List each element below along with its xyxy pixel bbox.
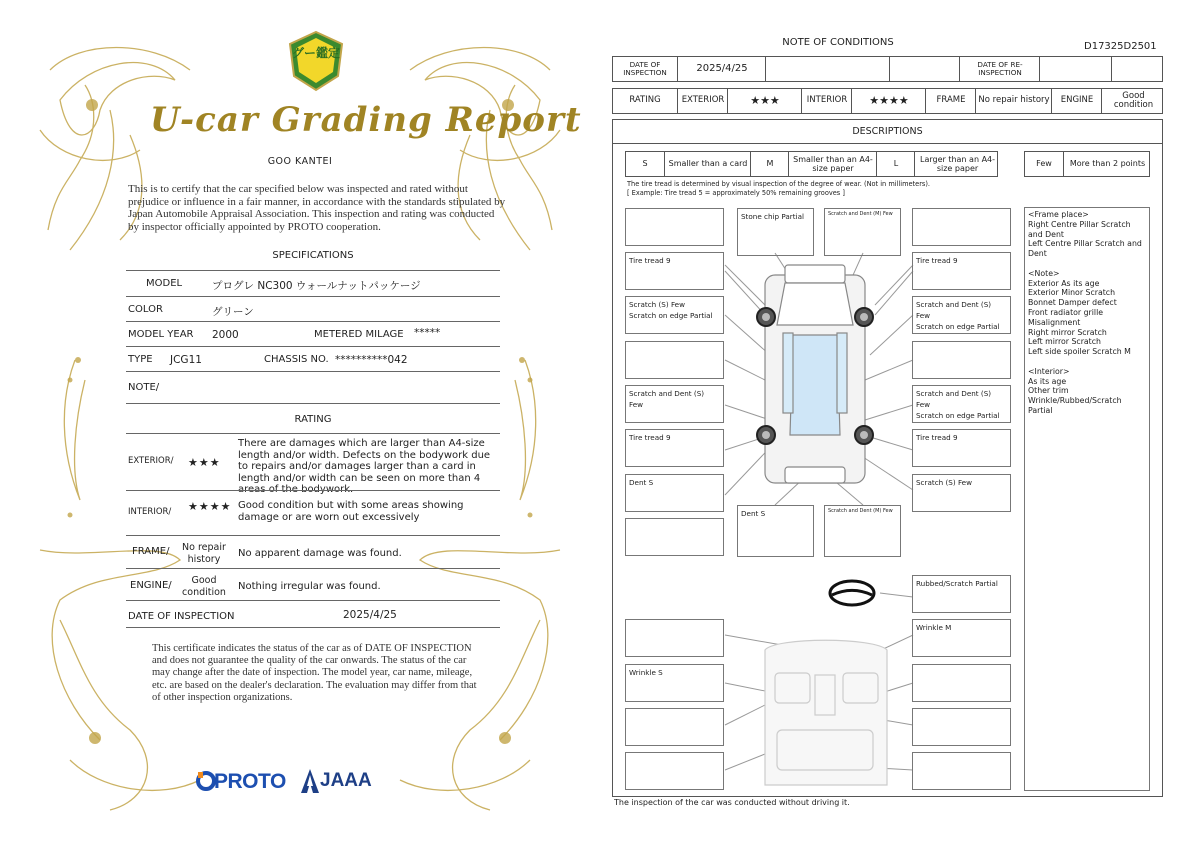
few-legend (1024, 151, 1150, 177)
frame-description: No apparent damage was found. (238, 548, 402, 559)
condition-box-left-2 (625, 296, 724, 334)
engine-value: Good condition (1101, 89, 1165, 113)
date-label: DATE OF INSPECTION (128, 611, 235, 622)
proto-logo-icon (196, 770, 216, 792)
divider (126, 568, 500, 569)
condition-box (912, 708, 1011, 746)
legend-few-text: More than 2 points (1063, 152, 1151, 176)
note-line: Exterior Minor Scratch (1028, 288, 1116, 298)
note-line (1028, 357, 1146, 367)
condition-box-rear-scratch: Scratch and Dent (M) Few (824, 505, 901, 557)
date-row (612, 56, 1163, 82)
condition-box (625, 619, 724, 657)
condition-box (912, 664, 1011, 702)
divider (126, 371, 500, 372)
interior-stars: ★★★★ (188, 500, 232, 513)
condition-box-tire-rear-left: Tire tread 9 (625, 429, 724, 467)
condition-box-right-4 (912, 385, 1011, 423)
divider (126, 346, 500, 347)
exterior-label: EXTERIOR (677, 89, 728, 113)
condition-box-interior-left-2: Wrinkle S (625, 664, 724, 702)
report-title: U-car Grading Report (150, 100, 582, 140)
condition-text: Scratch on edge Partial (916, 322, 1000, 331)
specifications-title: SPECIFICATIONS (272, 250, 354, 261)
condition-text: Scratch and Dent (S) Few (916, 300, 992, 320)
note-line: Left mirror Scratch (1028, 337, 1101, 347)
tire-note-1: The tire tread is determined by visual inspection of the degree of wear. (Not in millimeters). (627, 180, 931, 188)
size-legend (625, 151, 998, 177)
color-label: COLOR (128, 304, 163, 315)
type-value: JCG11 (170, 354, 202, 366)
legend-l-text: Larger than an A4-size paper (914, 152, 1000, 176)
metered-milage-value: ***** (414, 327, 441, 339)
divider (126, 535, 500, 536)
divider (126, 296, 500, 297)
date-of-reinspection-label: DATE OF RE-INSPECTION (959, 57, 1040, 81)
frame-value: No repair history (975, 89, 1052, 113)
condition-box-interior-right-1: Wrinkle M (912, 619, 1011, 657)
frame-label: FRAME/ (132, 546, 170, 557)
blank-cell (1111, 57, 1165, 81)
divider (126, 490, 500, 491)
note-line: Right mirror Scratch (1028, 327, 1107, 337)
condition-text: Scratch on edge Partial (916, 411, 1000, 420)
legend-m-text: Smaller than an A4-size paper (788, 152, 877, 176)
condition-box-steering: Rubbed/Scratch Partial (912, 575, 1011, 613)
interior-stars: ★★★★ (851, 89, 926, 113)
engine-label: ENGINE/ (130, 580, 172, 591)
note-line (1028, 259, 1146, 269)
condition-box (625, 341, 724, 379)
goo-kantei-badge-icon (288, 30, 344, 92)
exterior-stars: ★★★ (727, 89, 802, 113)
condition-box-tire-rear-right: Tire tread 9 (912, 429, 1011, 467)
legend-l: L (876, 152, 915, 176)
chassis-label: CHASSIS NO. (264, 354, 329, 365)
condition-box (912, 752, 1011, 790)
note-line: Bonnet Damper defect (1028, 298, 1117, 308)
condition-box-stone-chip: Stone chip Partial (737, 208, 814, 256)
note-line: Front radiator grille Misalignment (1028, 307, 1104, 327)
rating-title: RATING (294, 414, 332, 425)
tire-note-2: [ Example: Tire tread 5 = approximately 50% remaining grooves ] (627, 189, 845, 197)
color-value: グリーン (212, 306, 254, 318)
steering-wheel-icon (830, 581, 874, 605)
condition-box-rear-dent: Dent S (737, 505, 814, 557)
condition-text: Scratch (S) Few (629, 300, 685, 309)
condition-box-tire-front-right: Tire tread 9 (912, 252, 1011, 290)
proto-logo: PROTO (214, 770, 286, 793)
legend-s: S (642, 159, 648, 169)
divider (126, 433, 500, 434)
note-line: Other trim (1028, 386, 1069, 396)
blank-cell (765, 57, 890, 81)
condition-box-tire-front-left: Tire tread 9 (625, 252, 724, 290)
type-label: TYPE (128, 354, 153, 365)
condition-box (625, 708, 724, 746)
frame-value: No repair history (182, 542, 226, 565)
divider (126, 403, 500, 404)
conditions-footer: The inspection of the car was conducted without driving it. (614, 798, 850, 807)
condition-box (912, 208, 1011, 246)
report-id: D17325D2501 (1084, 41, 1157, 52)
frame-label: FRAME (925, 89, 976, 113)
exterior-stars: ★★★ (188, 456, 221, 469)
date-of-inspection-label: DATE OF INSPECTION (623, 60, 667, 77)
date-value: 2025/4/25 (343, 609, 397, 621)
certificate-footer: This certificate indicates the status of the car as of DATE OF INSPECTION and does not guarantee the quality of the car onwards. The status of the car may change after the date of inspection. The model year, car name, mileage, etc. are based on the dealer's declaration. The evaluation may differ from that of other inspection organizations. (152, 643, 477, 703)
chassis-value: **********042 (335, 354, 408, 366)
note-line: As its age (1028, 376, 1067, 386)
model-year-value: 2000 (212, 329, 239, 341)
divider (126, 600, 500, 601)
condition-box (625, 752, 724, 790)
condition-box (625, 518, 724, 556)
legend-few: Few (1036, 159, 1052, 169)
note-line: Exterior As its age (1028, 278, 1100, 288)
condition-box-scratch-dent: Scratch and Dent (M) Few (824, 208, 901, 256)
condition-text: Scratch and Dent (S) Few (916, 389, 992, 409)
condition-box-right-2 (912, 296, 1011, 334)
exterior-description: There are damages which are larger than A4-size length and/or width. Defects on the bodywork due to repairs and/or damages larger than a card in length and/or width can be seen on more than 4 areas of the bodywork. (238, 438, 491, 495)
condition-box (625, 208, 724, 246)
exterior-label: EXTERIOR/ (128, 456, 174, 466)
legend-m: M (750, 152, 789, 176)
rating-label: RATING (629, 95, 661, 106)
legend-s-text: Smaller than a card (664, 152, 751, 176)
notes-panel (1024, 207, 1150, 791)
jaaa-logo: JAAA (320, 770, 372, 791)
model-year-label: MODEL YEAR (128, 329, 194, 340)
interior-label: INTERIOR (801, 89, 852, 113)
divider (126, 627, 500, 628)
descriptions-title: DESCRIPTIONS (612, 119, 1163, 144)
engine-description: Nothing irregular was found. (238, 581, 381, 592)
model-value: プログレ NC300 ウォールナットパッケージ (212, 280, 421, 292)
engine-label: ENGINE (1051, 89, 1102, 113)
note-line: <Frame place> (1028, 210, 1089, 219)
conditions-title: NOTE OF CONDITIONS (782, 37, 894, 48)
note-line: Left Centre Pillar Scratch and Dent (1028, 239, 1142, 259)
badge-text: グー鑑定 (291, 46, 340, 60)
interior-description: Good condition but with some areas showing damage or are worn out excessively (238, 500, 464, 523)
note-line: Right Centre Pillar Scratch and Dent (1028, 219, 1131, 239)
jaaa-logo-icon (300, 768, 320, 794)
rating-row (612, 88, 1163, 114)
date-of-inspection-value: 2025/4/25 (677, 57, 766, 81)
condition-text: Scratch on edge Partial (629, 311, 713, 320)
report-subtitle: GOO KANTEI (267, 156, 333, 167)
blank-cell (889, 57, 960, 81)
interior-label: INTERIOR/ (128, 507, 172, 517)
note-line: <Note> (1028, 268, 1060, 278)
note-line: Wrinkle/Rubbed/Scratch Partial (1028, 396, 1122, 415)
metered-milage-label: METERED MILAGE (314, 329, 404, 340)
condition-box (912, 341, 1011, 379)
engine-value: Good condition (182, 575, 226, 598)
certification-statement: This is to certify that the car specified below was inspected and rated without prejudice or influence in a fair manner, in accordance with the standards stipulated by Japan Automobile Appraisal Association. This inspection and rating was conducted by inspector officially appointed by PROTO cooperation. (128, 183, 506, 233)
note-line: Left side spoiler Scratch M (1028, 347, 1131, 357)
condition-box-left-4: Scratch and Dent (S) Few (625, 385, 724, 423)
condition-box-right-6: Scratch (S) Few (912, 474, 1011, 512)
divider (126, 270, 500, 271)
note-line: <Interior> (1028, 366, 1070, 376)
blank-cell (1039, 57, 1112, 81)
note-label: NOTE/ (128, 382, 160, 393)
model-label: MODEL (146, 278, 183, 289)
condition-box-left-6: Dent S (625, 474, 724, 512)
divider (126, 321, 500, 322)
